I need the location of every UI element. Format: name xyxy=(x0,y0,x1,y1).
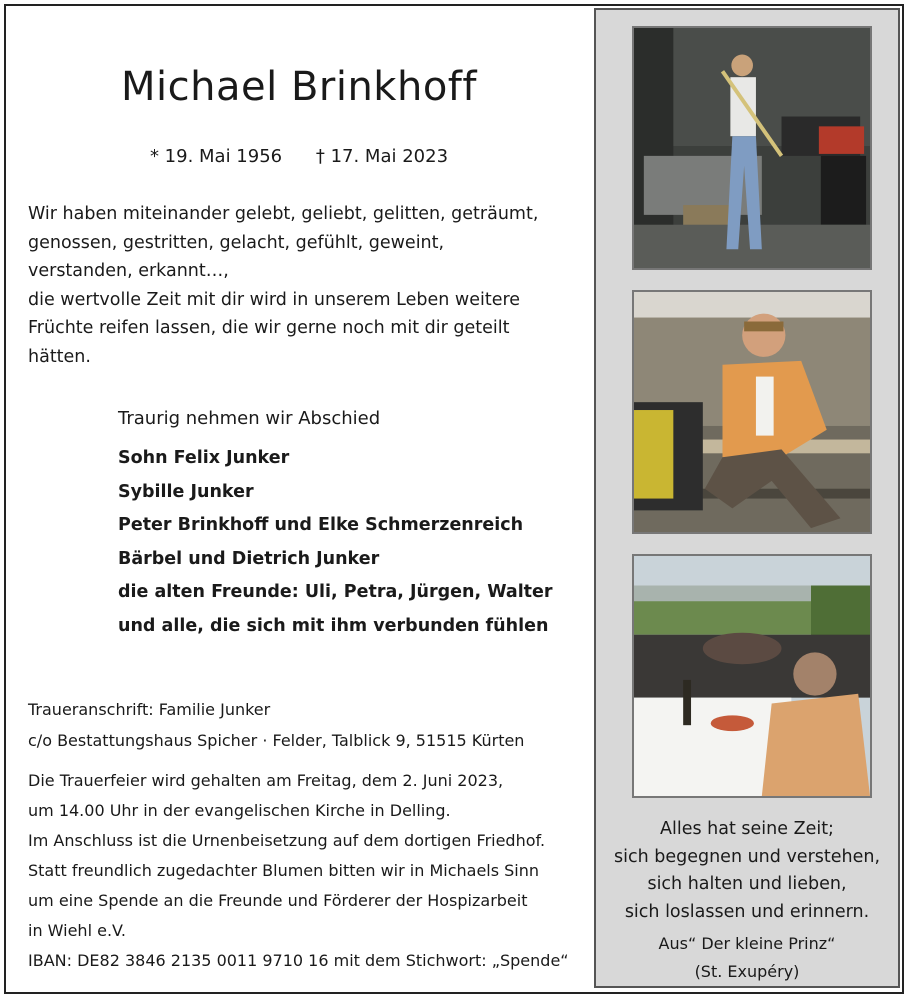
photo-column xyxy=(594,8,900,988)
poem-line: Wir haben miteinander gelebt, geliebt, gelitten, geträumt, xyxy=(28,204,539,224)
farewell-line: Traurig nehmen wir Abschied xyxy=(118,408,381,429)
quote-line: sich begegnen und verstehen, xyxy=(613,846,881,867)
poem xyxy=(28,200,588,371)
quote-line: Alles hat seine Zeit; xyxy=(660,819,834,839)
poem-line: die wertvolle Zeit mit dir wird in unserem Leben weitere xyxy=(28,289,521,310)
poem-line: hätten. xyxy=(28,346,91,367)
info-line: in Wiehl e.V. xyxy=(28,921,126,940)
birth-date: * 19. Mai 1956 xyxy=(149,146,283,167)
source-line: Aus“ Der kleine Prinz“ xyxy=(658,934,836,953)
text-column xyxy=(6,6,592,992)
source-line: (St. Exupéry) xyxy=(694,962,800,981)
poem-line: genossen, gestritten, gelacht, gefühlt, geweint, xyxy=(28,232,445,253)
photo-landscape-table xyxy=(632,554,872,798)
mourners-list xyxy=(118,442,553,644)
poem-line: verstanden, erkannt…, xyxy=(28,261,229,281)
death-date: † 17. Mai 2023 xyxy=(315,146,449,167)
poem-line: Früchte reifen lassen, die wir gerne noch mit dir geteilt xyxy=(28,318,510,338)
info-line: Statt freundlich zugedachter Blumen bitten wir in Michaels Sinn xyxy=(28,861,540,880)
info-line: um 14.00 Uhr in der evangelischen Kirche in Delling. xyxy=(28,801,451,820)
deceased-name: Michael Brinkhoff xyxy=(121,64,477,110)
photo-bench-portrait xyxy=(632,290,872,534)
quote-line: sich loslassen und erinnern. xyxy=(624,901,870,922)
quote xyxy=(596,816,898,926)
life-dates xyxy=(6,146,592,167)
mourner: Sohn Felix Junker xyxy=(118,448,290,468)
photo-guitar-stage xyxy=(632,26,872,270)
obituary-frame xyxy=(4,4,904,994)
info-line: um eine Spende an die Freunde und Förderer der Hospizarbeit xyxy=(28,891,528,910)
mourner: Sybille Junker xyxy=(118,481,254,502)
quote-source xyxy=(596,930,898,986)
funeral-info xyxy=(28,766,569,976)
address-line: Traueranschrift: Familie Junker xyxy=(28,700,271,719)
mourning-address xyxy=(28,694,524,756)
info-line: Die Trauerfeier wird gehalten am Freitag, dem 2. Juni 2023, xyxy=(28,771,504,790)
mourner: Bärbel und Dietrich Junker xyxy=(118,548,380,569)
mourner: und alle, die sich mit ihm verbunden fühlen xyxy=(118,615,549,636)
address-line: c/o Bestattungshaus Spicher · Felder, Talblick 9, 51515 Kürten xyxy=(28,731,525,750)
mourner: die alten Freunde: Uli, Petra, Jürgen, Walter xyxy=(118,582,553,603)
info-line: IBAN: DE82 3846 2135 0011 9710 16 mit dem Stichwort: „Spende“ xyxy=(28,951,569,970)
info-line: Im Anschluss ist die Urnenbeisetzung auf dem dortigen Friedhof. xyxy=(28,831,546,850)
mourner: Peter Brinkhoff und Elke Schmerzenreich xyxy=(118,515,524,536)
quote-line: sich halten und lieben, xyxy=(647,874,847,894)
